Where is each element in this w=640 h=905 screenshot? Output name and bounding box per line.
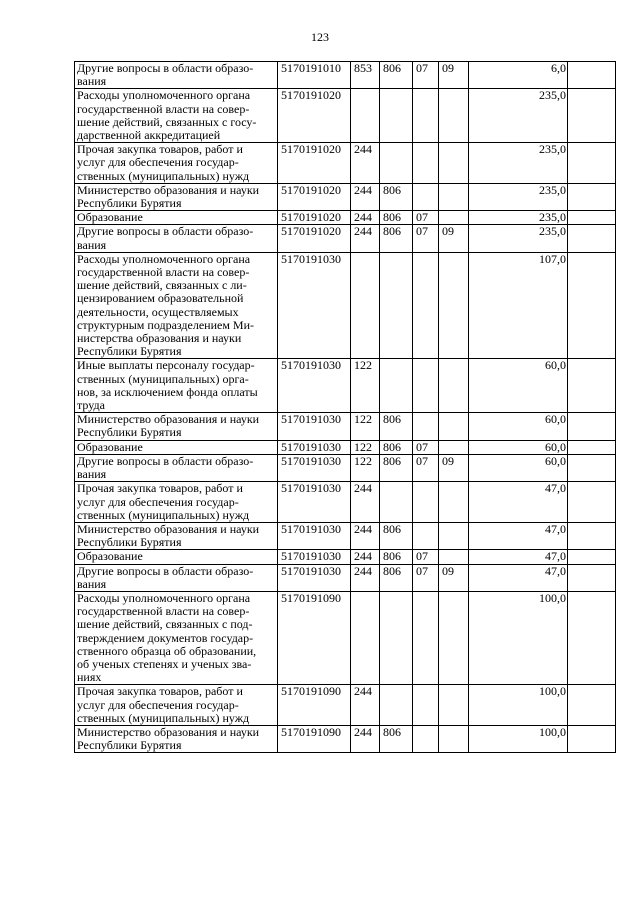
cell-empty [568, 482, 616, 523]
table-row [75, 725, 616, 752]
cell-amount: 6,0 [469, 62, 568, 89]
cell-description: Министерство образования и науки Республики Бурятия [75, 522, 278, 549]
cell-target-code: 5170191090 [278, 591, 351, 684]
cell-expense-type: 244 [351, 522, 380, 549]
cell-expense-type: 853 [351, 62, 380, 89]
cell-subsection: 09 [439, 564, 469, 591]
cell-ministry-code: 806 [380, 62, 413, 89]
cell-subsection: 09 [439, 62, 469, 89]
cell-target-code: 5170191090 [278, 725, 351, 752]
cell-empty [568, 440, 616, 454]
cell-section: 07 [413, 62, 439, 89]
table-row [75, 454, 616, 481]
cell-amount: 100,0 [469, 725, 568, 752]
cell-subsection [439, 440, 469, 454]
cell-description: Прочая закупка товаров, работ и услуг для обеспечения государ- ственных (муниципальных) нужд [75, 143, 278, 184]
cell-section [413, 413, 439, 440]
cell-empty [568, 252, 616, 359]
cell-empty [568, 685, 616, 726]
cell-section: 07 [413, 211, 439, 225]
cell-expense-type: 244 [351, 685, 380, 726]
cell-target-code: 5170191030 [278, 413, 351, 440]
cell-ministry-code: 806 [380, 440, 413, 454]
table-row [75, 225, 616, 252]
cell-amount: 60,0 [469, 413, 568, 440]
cell-description: Другие вопросы в области образо- вания [75, 454, 278, 481]
cell-expense-type: 244 [351, 550, 380, 564]
cell-subsection [439, 143, 469, 184]
cell-section [413, 183, 439, 210]
cell-amount: 235,0 [469, 225, 568, 252]
table-row [75, 211, 616, 225]
table-row [75, 413, 616, 440]
cell-empty [568, 62, 616, 89]
cell-expense-type: 244 [351, 564, 380, 591]
cell-description: Образование [75, 550, 278, 564]
cell-target-code: 5170191030 [278, 440, 351, 454]
cell-description: Министерство образования и науки Республики Бурятия [75, 725, 278, 752]
cell-empty [568, 591, 616, 684]
cell-empty [568, 454, 616, 481]
cell-ministry-code: 806 [380, 225, 413, 252]
table-row [75, 252, 616, 359]
cell-subsection [439, 89, 469, 143]
cell-ministry-code [380, 89, 413, 143]
cell-amount: 235,0 [469, 183, 568, 210]
cell-description: Министерство образования и науки Республики Бурятия [75, 413, 278, 440]
table-row [75, 482, 616, 523]
cell-target-code: 5170191030 [278, 522, 351, 549]
cell-subsection [439, 359, 469, 413]
table-row [75, 550, 616, 564]
cell-ministry-code [380, 252, 413, 359]
cell-description: Расходы уполномоченного органа государственной власти на совер- шение действий, связанных с госу- дарственной аккредитацией [75, 89, 278, 143]
cell-section: 07 [413, 454, 439, 481]
cell-section [413, 482, 439, 523]
cell-description: Прочая закупка товаров, работ и услуг для обеспечения государ- ственных (муниципальных) нужд [75, 685, 278, 726]
cell-target-code: 5170191020 [278, 89, 351, 143]
cell-target-code: 5170191020 [278, 183, 351, 210]
cell-subsection: 09 [439, 454, 469, 481]
cell-amount: 60,0 [469, 359, 568, 413]
cell-expense-type: 122 [351, 359, 380, 413]
cell-subsection [439, 482, 469, 523]
cell-target-code: 5170191030 [278, 482, 351, 523]
cell-expense-type [351, 252, 380, 359]
cell-section: 07 [413, 225, 439, 252]
cell-target-code: 5170191030 [278, 454, 351, 481]
cell-target-code: 5170191030 [278, 252, 351, 359]
cell-description: Министерство образования и науки Республики Бурятия [75, 183, 278, 210]
cell-section [413, 252, 439, 359]
cell-target-code: 5170191030 [278, 564, 351, 591]
cell-description: Образование [75, 211, 278, 225]
cell-section: 07 [413, 440, 439, 454]
cell-description: Расходы уполномоченного органа государственной власти на совер- шение действий, связанных с под- тверждением документов государ- ственного образца об образовании, об ученых степенях и ученых зва- ниях [75, 591, 278, 684]
cell-description: Прочая закупка товаров, работ и услуг для обеспечения государ- ственных (муниципальных) нужд [75, 482, 278, 523]
cell-amount: 235,0 [469, 211, 568, 225]
cell-description: Иные выплаты персоналу государ- ственных (муниципальных) орга- нов, за исключением фонда оплаты труда [75, 359, 278, 413]
cell-ministry-code [380, 591, 413, 684]
cell-amount: 235,0 [469, 143, 568, 184]
cell-expense-type: 244 [351, 211, 380, 225]
cell-target-code: 5170191020 [278, 143, 351, 184]
cell-subsection [439, 183, 469, 210]
cell-section: 07 [413, 550, 439, 564]
table-row [75, 440, 616, 454]
table-row [75, 564, 616, 591]
cell-ministry-code: 806 [380, 183, 413, 210]
cell-description: Образование [75, 440, 278, 454]
cell-amount: 235,0 [469, 89, 568, 143]
cell-amount: 60,0 [469, 454, 568, 481]
table-row [75, 89, 616, 143]
cell-expense-type: 244 [351, 725, 380, 752]
cell-ministry-code: 806 [380, 522, 413, 549]
cell-ministry-code: 806 [380, 725, 413, 752]
cell-empty [568, 564, 616, 591]
cell-expense-type: 122 [351, 413, 380, 440]
cell-ministry-code: 806 [380, 564, 413, 591]
cell-expense-type: 122 [351, 440, 380, 454]
cell-expense-type: 244 [351, 225, 380, 252]
cell-subsection [439, 591, 469, 684]
cell-amount: 47,0 [469, 482, 568, 523]
cell-ministry-code [380, 685, 413, 726]
cell-amount: 100,0 [469, 591, 568, 684]
table-row [75, 359, 616, 413]
cell-empty [568, 359, 616, 413]
cell-expense-type: 244 [351, 482, 380, 523]
cell-amount: 47,0 [469, 550, 568, 564]
cell-subsection: 09 [439, 225, 469, 252]
cell-ministry-code [380, 143, 413, 184]
cell-ministry-code: 806 [380, 454, 413, 481]
cell-empty [568, 550, 616, 564]
table-row [75, 591, 616, 684]
cell-expense-type: 244 [351, 143, 380, 184]
table-row [75, 522, 616, 549]
cell-section [413, 89, 439, 143]
cell-ministry-code: 806 [380, 413, 413, 440]
table-row [75, 143, 616, 184]
cell-expense-type: 244 [351, 183, 380, 210]
cell-ministry-code: 806 [380, 211, 413, 225]
cell-empty [568, 143, 616, 184]
cell-description: Другие вопросы в области образо- вания [75, 225, 278, 252]
cell-amount: 60,0 [469, 440, 568, 454]
cell-amount: 107,0 [469, 252, 568, 359]
cell-expense-type: 122 [351, 454, 380, 481]
cell-ministry-code [380, 359, 413, 413]
cell-empty [568, 522, 616, 549]
cell-subsection [439, 685, 469, 726]
cell-empty [568, 725, 616, 752]
cell-subsection [439, 413, 469, 440]
cell-section: 07 [413, 564, 439, 591]
cell-description: Расходы уполномоченного органа государственной власти на совер- шение действий, связанных с ли- цензированием образовательной деятельности, осуществляемых структурным подразделением Ми- нистерства образования и науки Республики Бурятия [75, 252, 278, 359]
cell-target-code: 5170191090 [278, 685, 351, 726]
cell-amount: 47,0 [469, 564, 568, 591]
table-row [75, 685, 616, 726]
cell-empty [568, 211, 616, 225]
cell-subsection [439, 522, 469, 549]
cell-section [413, 522, 439, 549]
cell-subsection [439, 211, 469, 225]
cell-expense-type [351, 89, 380, 143]
cell-empty [568, 183, 616, 210]
cell-description: Другие вопросы в области образо- вания [75, 564, 278, 591]
cell-amount: 47,0 [469, 522, 568, 549]
cell-amount: 100,0 [469, 685, 568, 726]
cell-target-code: 5170191030 [278, 550, 351, 564]
cell-expense-type [351, 591, 380, 684]
cell-section [413, 591, 439, 684]
cell-ministry-code [380, 482, 413, 523]
cell-section [413, 685, 439, 726]
cell-subsection [439, 550, 469, 564]
cell-ministry-code: 806 [380, 550, 413, 564]
cell-section [413, 359, 439, 413]
table-row [75, 183, 616, 210]
cell-description: Другие вопросы в области образо- вания [75, 62, 278, 89]
page-number: 123 [311, 30, 329, 44]
cell-subsection [439, 252, 469, 359]
cell-target-code: 5170191030 [278, 359, 351, 413]
budget-table [74, 61, 616, 753]
table-row [75, 62, 616, 89]
cell-target-code: 5170191010 [278, 62, 351, 89]
cell-empty [568, 225, 616, 252]
cell-empty [568, 413, 616, 440]
cell-subsection [439, 725, 469, 752]
cell-target-code: 5170191020 [278, 225, 351, 252]
cell-empty [568, 89, 616, 143]
cell-target-code: 5170191020 [278, 211, 351, 225]
cell-section [413, 143, 439, 184]
cell-section [413, 725, 439, 752]
table-body [75, 62, 616, 753]
